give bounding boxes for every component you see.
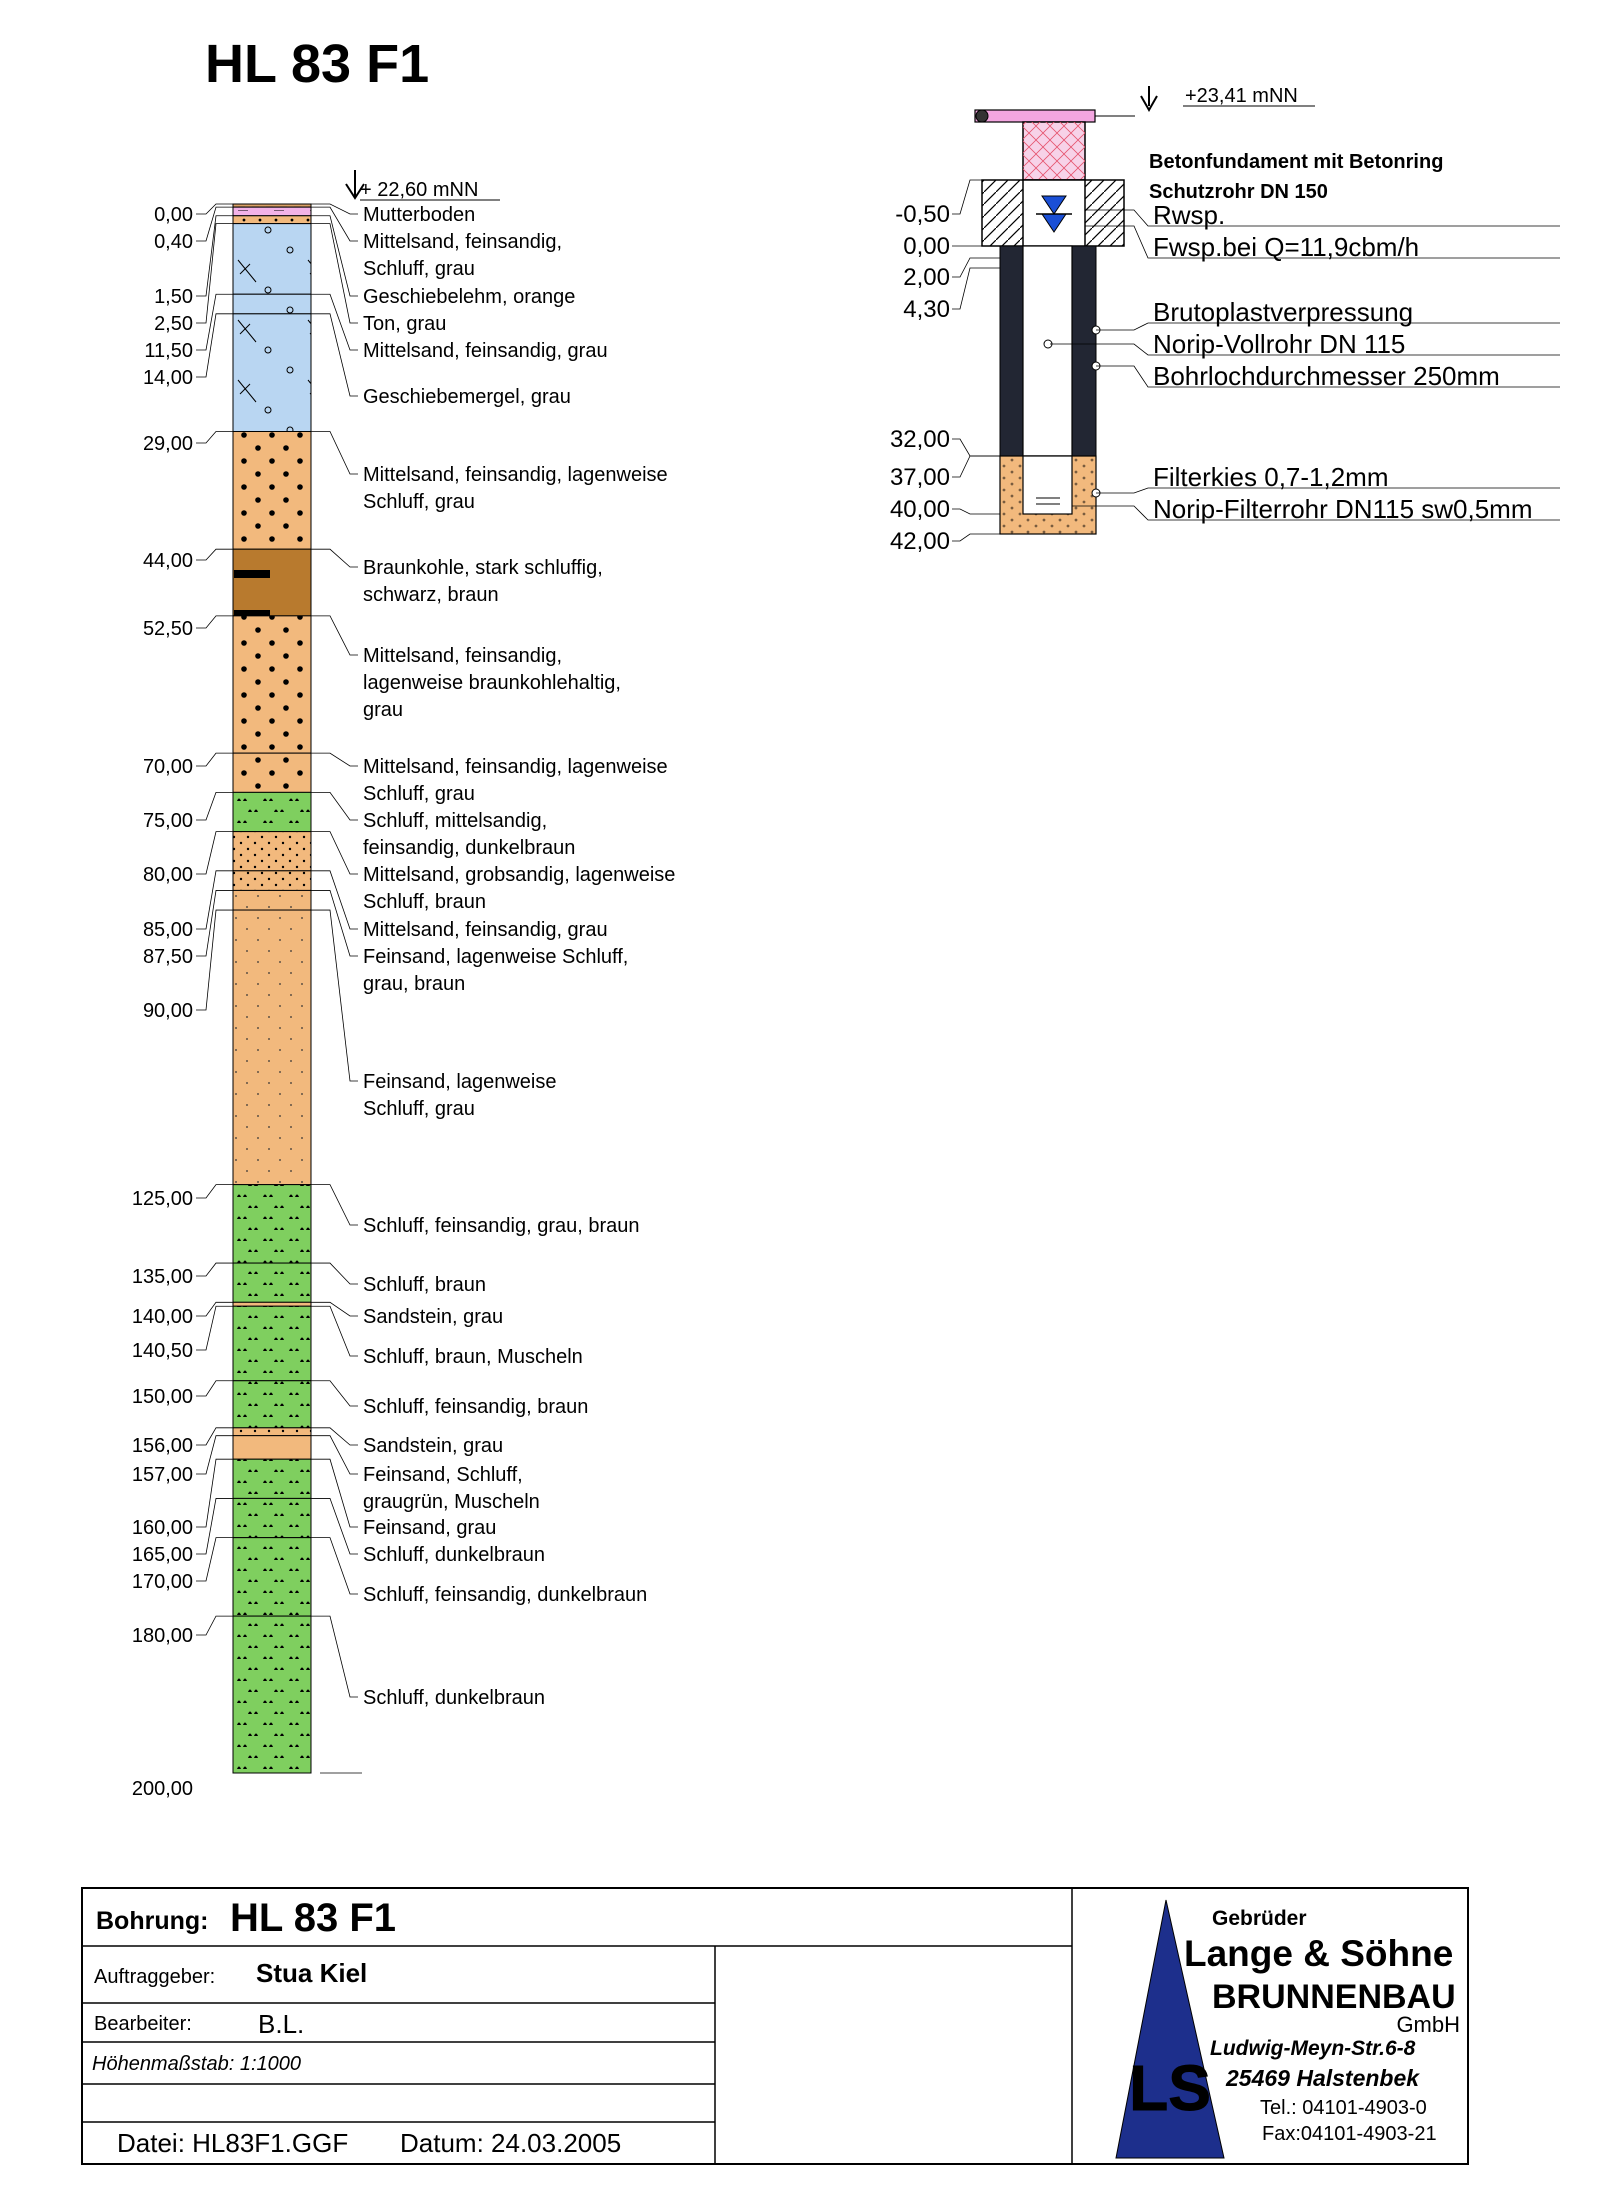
well-depth-leader [952,456,1000,477]
layer-description: Mittelsand, feinsandig, grau [363,340,608,362]
annular-seal-left [1000,246,1023,456]
layer-depth-label: 157,00 [131,1464,193,1486]
layer-description: Schluff, mittelsandig, [363,810,548,832]
depth-leader-line [196,549,233,560]
description-leader-line [311,1498,358,1554]
depth-leader-line [196,432,233,443]
layer-description: Schluff, braun [363,1274,487,1296]
layer-description: feinsandig, dunkelbraun [363,837,576,859]
bearbeiter-label: Bearbeiter: [94,2013,192,2035]
description-leader-line [311,549,358,567]
description-leader-line [311,1538,358,1594]
layer-description: Schluff, feinsandig, braun [363,1396,589,1418]
well-depth-leader [952,509,1000,514]
well-depth-label: 42,00 [889,528,950,555]
layer-pattern [233,616,311,753]
layer-pattern [233,1616,311,1773]
layer-description: lagenweise braunkohlehaltig, [363,672,621,694]
layer-description: Schluff, grau [363,491,475,513]
bottom-depth-label: 200,00 [131,1778,193,1800]
scale-label: Höhenmaßstab: 1:1000 [92,2053,302,2075]
layer-depth-label: 156,00 [131,1435,193,1457]
layer-depth-label: 85,00 [142,919,193,941]
file-label: Datei: HL83F1.GGF [117,2128,349,2158]
description-leader-line [311,294,358,350]
ground-elevation-label: + 22,60 mNN [360,179,479,201]
layer-pattern [233,1428,311,1436]
depth-leader-line [196,1185,233,1198]
description-leader-line [311,314,358,396]
well-construction-diagram [890,85,1560,555]
layer-description: Sandstein, grau [363,1435,504,1457]
depth-leader-line [196,910,233,1010]
layer-pattern [233,753,311,792]
layer-depth-label: 80,00 [142,864,193,886]
layer-description: Feinsand, Schluff, [363,1464,523,1486]
well-depth-leader [952,534,1000,541]
sheet-title: HL 83 F1 [205,34,430,94]
layer-depth-label: 14,00 [142,367,193,389]
depth-leader-line [196,616,233,628]
depth-leader-line [196,792,233,820]
date-label: Datum: 24.03.2005 [400,2128,622,2158]
description-leader-line [311,216,358,296]
well-depth-label: -0,50 [895,201,950,228]
description-leader-line [311,1616,358,1697]
layer-depth-label: 29,00 [142,433,193,455]
layer-pattern [233,1306,311,1381]
layer-description: Schluff, braun [363,891,487,913]
well-annotations [1050,151,1560,524]
layer-description: Schluff, grau [363,258,475,280]
auftraggeber-value: Stua Kiel [256,1958,368,1988]
logo-letters: LS [1129,2052,1211,2124]
well-annotation: Filterkies 0,7-1,2mm [1153,462,1389,492]
description-leader-line [311,871,358,929]
well-annotation: Bohrlochdurchmesser 250mm [1153,361,1500,391]
layer-pattern [233,910,311,1185]
layer-description: Feinsand, lagenweise Schluff, [363,946,629,968]
layer-description: Mittelsand, feinsandig, lagenweise [363,464,668,486]
layer-pattern [233,1498,311,1537]
layer-depth-label: 180,00 [131,1625,193,1647]
well-cap-bolt-icon [976,110,988,122]
well-annotation: Brutoplastverpressung [1153,297,1414,327]
layer-depth-label: 90,00 [142,1000,193,1022]
well-depth-label: 40,00 [889,496,950,523]
well-depth-label: 32,00 [889,426,950,453]
depth-leader-line [196,216,233,296]
depth-leader-line [196,753,233,766]
layer-fill [233,1302,311,1306]
well-depth-label: 2,00 [903,264,950,291]
layer-description: Schluff, feinsandig, dunkelbraun [363,1584,648,1606]
well-depth-label: 37,00 [889,464,950,491]
depth-leader-line [196,1459,233,1527]
description-leader-line [311,616,358,655]
description-leader-line [311,1436,358,1474]
well-annotation: Norip-Vollrohr DN 115 [1153,329,1406,359]
casing-pipe [1023,246,1072,456]
layer-description: Mittelsand, feinsandig, lagenweise [363,756,668,778]
layer-description: Mittelsand, feinsandig, grau [363,919,608,941]
ground-level-marker [346,170,500,201]
layer-description: Mittelsand, feinsandig, [363,231,563,253]
layer-depth-label: 135,00 [131,1266,193,1288]
layer-pattern [233,1459,311,1498]
layer-description: grau [363,699,404,721]
layer-pattern [233,871,311,891]
description-leader-line [311,1185,358,1225]
description-leader-line [311,1459,358,1527]
company-legal: GmbH [1396,2012,1460,2037]
description-leader-line [311,832,358,874]
description-leader-line [311,204,358,214]
layer-depth-label: 11,50 [144,340,193,362]
well-depth-leader [952,439,1000,456]
bohrung-label: Bohrung: [96,1907,209,1935]
layer-depth-label: 0,00 [154,204,193,226]
layer-description: graugrün, Muscheln [363,1491,540,1513]
well-annotation: Norip-Filterrohr DN115 sw0,5mm [1153,494,1533,524]
company-prefix: Gebrüder [1212,1907,1307,1930]
company-tel: Tel.: 04101-4903-0 [1260,2097,1427,2119]
layer-depth-label: 140,00 [131,1306,193,1328]
depth-leader-line [196,1381,233,1396]
depth-leader-line [196,224,233,323]
layer-description: Mittelsand, feinsandig, [363,645,563,667]
layer-pattern [233,314,311,432]
layer-description: Geschiebemergel, grau [363,386,571,408]
description-leader-line [311,792,358,820]
description-leader-line [311,1263,358,1284]
layer-pattern [233,207,311,216]
bohrung-value: HL 83 F1 [230,1896,396,1940]
layer-fill [233,1436,311,1460]
layer-depth-label: 2,50 [154,313,193,335]
layer-pattern [233,294,311,314]
description-leader-line [311,207,358,241]
layer-pattern [233,1263,311,1302]
well-annotation: Schutzrohr DN 150 [1149,181,1328,203]
well-annotation: Betonfundament mit Betonring [1149,151,1444,173]
description-leader-line [311,910,358,1081]
company-fax: Fax:04101-4903-21 [1262,2123,1437,2145]
well-depth-label: 0,00 [903,233,950,260]
annular-seal-right [1072,246,1096,456]
well-cap [975,110,1095,122]
layer-description: Feinsand, lagenweise [363,1071,557,1093]
layer-description: Geschiebelehm, orange [363,286,576,308]
layer-pattern [233,216,311,224]
layer-pattern [233,1381,311,1428]
soil-profile-labels [132,204,676,1773]
soil-profile-column [233,204,311,1773]
description-leader-line [311,1428,358,1445]
layer-description: Mutterboden [363,204,476,226]
layer-description: Schluff, grau [363,1098,475,1120]
company-name: Lange & Söhne [1184,1933,1454,1974]
layer-depth-label: 0,40 [154,231,193,253]
layer-depth-label: 75,00 [142,810,193,832]
layer-pattern [233,1185,311,1263]
well-annotation: Rwsp. [1153,200,1226,230]
depth-leader-line [196,1263,233,1276]
layer-description: Schluff, grau [363,783,475,805]
layer-depth-label: 1,50 [154,286,193,308]
well-depth-label: 4,30 [903,296,950,323]
layer-description: Ton, grau [363,313,447,335]
layer-description: Feinsand, grau [363,1517,497,1539]
filter-pipe [1023,456,1072,514]
well-top-elevation: +23,41 mNN [1185,85,1298,107]
description-leader-line [311,1306,358,1356]
layer-description: Schluff, dunkelbraun [363,1544,545,1566]
depth-leader-line [196,1538,233,1581]
layer-description: grau, braun [363,973,466,995]
layer-description: schwarz, braun [363,584,499,606]
layer-pattern [233,432,311,550]
layer-pattern [233,1538,311,1616]
layer-pattern [233,549,311,616]
layer-description: Braunkohle, stark schluffig, [363,557,603,579]
well-depth-leader [952,268,1000,309]
layer-depth-label: 150,00 [131,1386,193,1408]
company-city: 25469 Halstenbek [1226,2065,1420,2091]
bearbeiter-value: B.L. [258,2009,305,2039]
layer-depth-label: 52,50 [142,618,193,640]
description-leader-line [311,1381,358,1406]
company-trade: BRUNNENBAU [1212,1978,1456,2016]
well-annotation: Fwsp.bei Q=11,9cbm/h [1153,232,1420,262]
layer-depth-label: 87,50 [142,946,193,968]
layer-pattern [233,792,311,831]
depth-leader-line [196,1306,233,1350]
depth-leader-line [196,832,233,874]
layer-pattern [233,890,311,910]
depth-leader-line [196,1616,233,1635]
layer-depth-label: 170,00 [131,1571,193,1593]
layer-depth-label: 160,00 [131,1517,193,1539]
layer-depth-label: 140,50 [131,1340,193,1362]
layer-description: Schluff, braun, Muscheln [363,1346,583,1368]
layer-depth-label: 165,00 [131,1544,193,1566]
layer-description: Schluff, feinsandig, grau, braun [363,1215,640,1237]
company-street: Ludwig-Meyn-Str.6-8 [1210,2037,1416,2060]
description-leader-line [311,1302,358,1316]
layer-pattern [233,224,311,295]
auftraggeber-label: Auftraggeber: [94,1966,216,1988]
title-block [82,1888,1468,2164]
description-leader-line [311,753,358,766]
description-leader-line [311,224,358,323]
layer-description: Mittelsand, grobsandig, lagenweise [363,864,676,886]
layer-pattern [233,832,311,871]
layer-depth-label: 125,00 [131,1188,193,1210]
description-leader-line [311,432,358,474]
layer-description: Sandstein, grau [363,1306,504,1328]
layer-description: Schluff, dunkelbraun [363,1687,545,1709]
well-depth-leader [952,258,1000,277]
layer-depth-label: 70,00 [142,756,193,778]
layer-depth-label: 44,00 [142,550,193,572]
